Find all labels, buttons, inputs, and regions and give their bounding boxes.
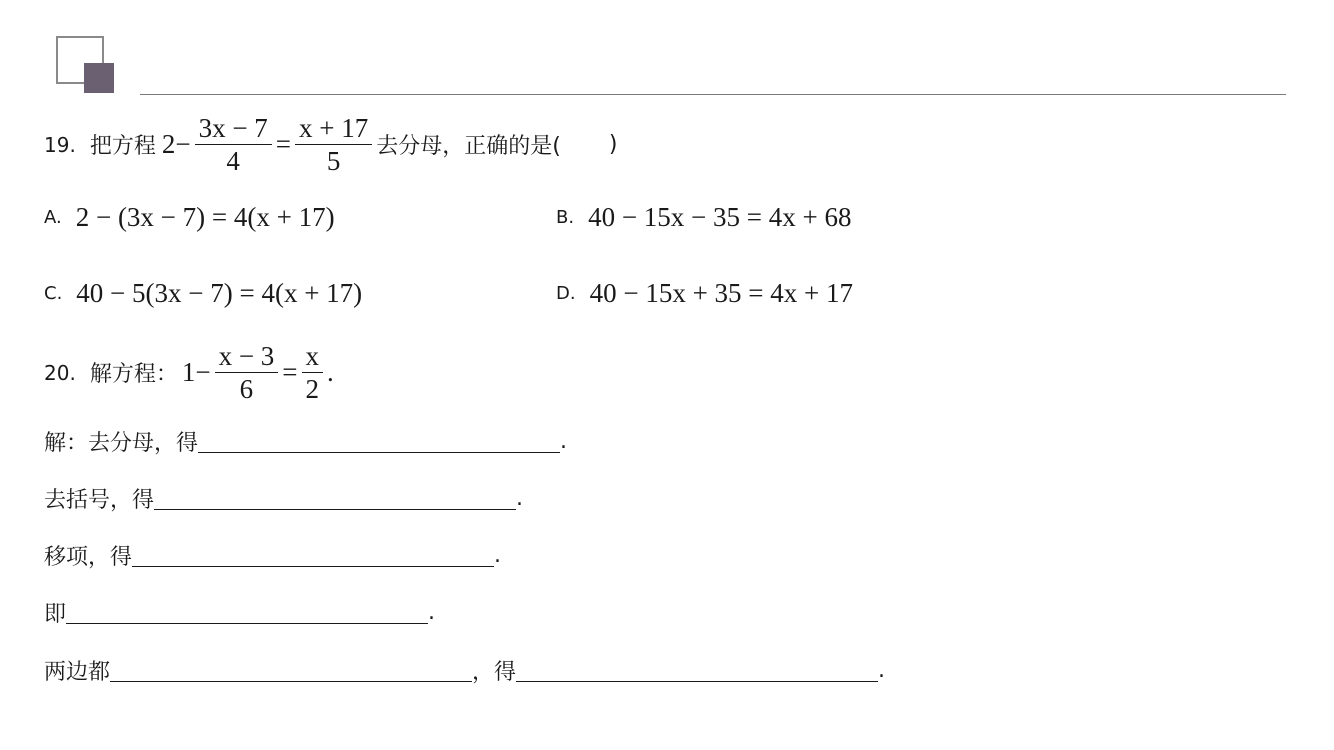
option-expression: 2 − (3x − 7) = 4(x + 17) bbox=[75, 202, 335, 232]
fraction-2-denominator: 5 bbox=[326, 146, 341, 176]
question-20 bbox=[44, 340, 334, 405]
step-label: 两边都 bbox=[44, 660, 111, 685]
option-expression: 40 − 15x + 35 = 4x + 17 bbox=[589, 278, 854, 308]
option-a[interactable] bbox=[44, 202, 335, 233]
equals-sign: = bbox=[282, 357, 298, 387]
step-label: 即 bbox=[44, 602, 67, 627]
step-simplify bbox=[44, 597, 435, 628]
step-label: 移项，得 bbox=[44, 545, 133, 570]
step-end: . bbox=[878, 658, 886, 683]
answer-blank-operation[interactable] bbox=[110, 659, 472, 682]
question-suffix: 去分母，正确的是( bbox=[376, 134, 561, 159]
step-end: . bbox=[560, 429, 568, 454]
step-transpose bbox=[44, 540, 501, 571]
answer-blank[interactable] bbox=[198, 430, 560, 453]
answer-blank[interactable] bbox=[154, 487, 516, 510]
lhs-integer: 1− bbox=[181, 357, 211, 387]
fraction-1 bbox=[195, 112, 272, 177]
step-mid: ，得 bbox=[472, 660, 517, 685]
option-letter: B. bbox=[556, 207, 575, 228]
option-expression: 40 − 5(3x − 7) = 4(x + 17) bbox=[76, 278, 363, 308]
fraction-1-numerator: 3x − 7 bbox=[198, 113, 268, 143]
option-d[interactable] bbox=[556, 278, 853, 309]
option-letter: D. bbox=[556, 283, 576, 304]
close-paren: ) bbox=[608, 132, 618, 157]
fraction-2-numerator: x + 17 bbox=[299, 113, 369, 143]
step-denominator bbox=[44, 426, 567, 457]
option-c[interactable] bbox=[44, 278, 362, 309]
equals-sign: = bbox=[275, 129, 292, 159]
fraction-2 bbox=[302, 340, 324, 405]
sentence-period: . bbox=[327, 357, 334, 387]
step-end: . bbox=[516, 486, 524, 511]
option-letter: C. bbox=[44, 283, 63, 304]
fraction-2 bbox=[295, 112, 372, 177]
question-19 bbox=[44, 112, 617, 177]
header-rule bbox=[140, 94, 1286, 95]
option-letter: A. bbox=[44, 207, 62, 228]
fraction-1 bbox=[215, 340, 279, 405]
fraction-1-denominator: 4 bbox=[226, 146, 240, 176]
logo-squares bbox=[56, 36, 118, 94]
step-end: . bbox=[428, 600, 436, 625]
question-prefix: 解方程： bbox=[89, 362, 178, 387]
fraction-2-denominator: 2 bbox=[305, 374, 320, 404]
step-divide bbox=[44, 655, 885, 686]
answer-blank[interactable] bbox=[132, 544, 494, 567]
fraction-1-denominator: 6 bbox=[239, 374, 254, 404]
step-label: 解：去分母，得 bbox=[44, 431, 199, 456]
question-number: 20. bbox=[44, 360, 76, 385]
logo-filled-square bbox=[84, 63, 114, 93]
fraction-1-numerator: x − 3 bbox=[218, 341, 275, 371]
question-prefix: 把方程 bbox=[89, 134, 156, 159]
option-b[interactable] bbox=[556, 202, 852, 233]
step-end: . bbox=[494, 543, 502, 568]
step-label: 去括号，得 bbox=[44, 488, 155, 513]
lhs-integer: 2− bbox=[161, 129, 191, 159]
answer-blank[interactable] bbox=[66, 601, 428, 624]
option-expression: 40 − 15x − 35 = 4x + 68 bbox=[588, 202, 852, 232]
answer-blank-result[interactable] bbox=[516, 659, 878, 682]
fraction-2-numerator: x bbox=[305, 341, 320, 371]
step-brackets bbox=[44, 483, 523, 514]
question-number: 19. bbox=[44, 132, 76, 157]
